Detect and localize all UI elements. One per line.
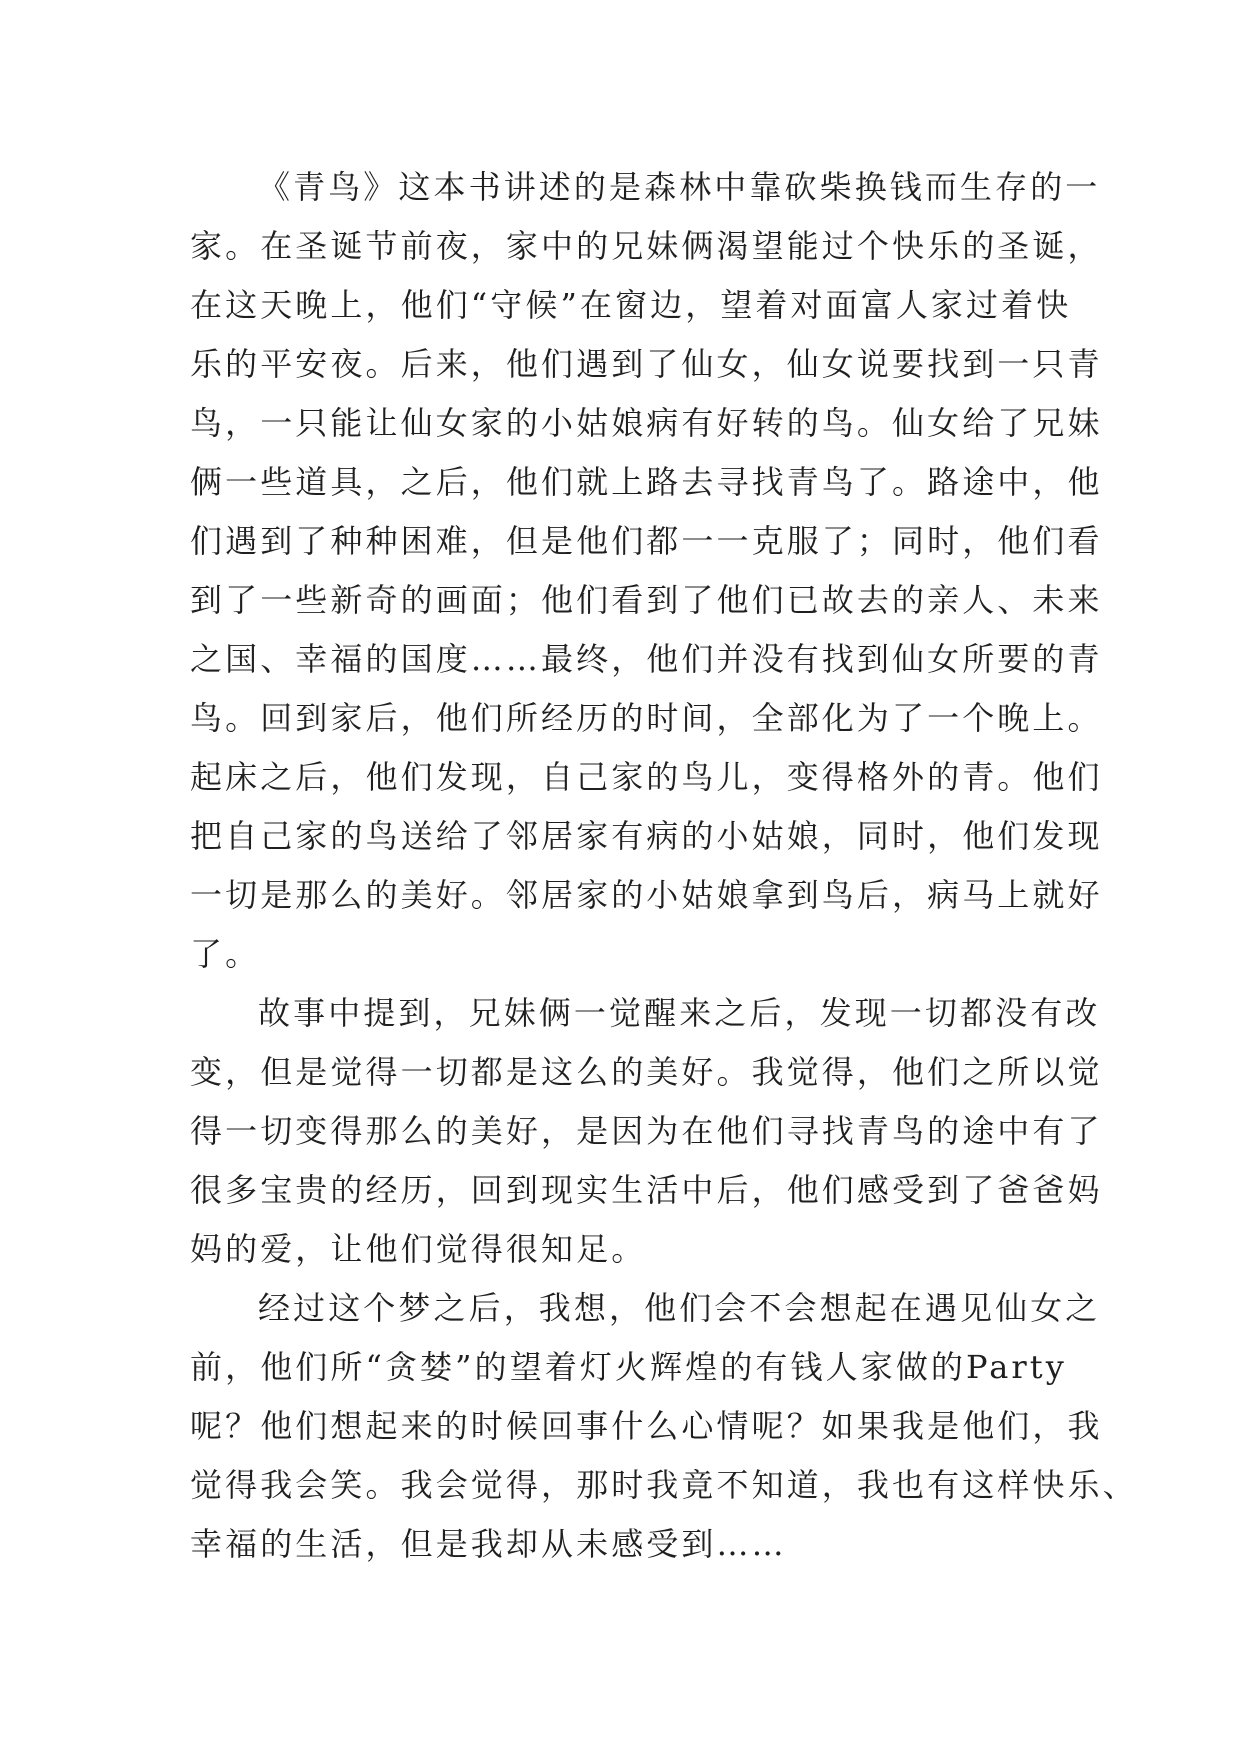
text-body — [190, 158, 1138, 1574]
text-line: 到了一些新奇的画面；他们看到了他们已故去的亲人、未来 — [190, 581, 1103, 619]
text-line: 鸟，一只能让仙女家的小姑娘病有好转的鸟。仙女给了兄妹 — [190, 404, 1103, 442]
text-line: 一切是那么的美好。邻居家的小姑娘拿到鸟后，病马上就好 — [190, 876, 1103, 914]
text-line: 觉得我会笑。我会觉得，那时我竟不知道，我也有这样快乐、 — [190, 1466, 1138, 1504]
text-line: 鸟。回到家后，他们所经历的时间，全部化为了一个晚上。 — [190, 699, 1103, 737]
text-line: 呢？他们想起来的时候回事什么心情呢？如果我是他们，我 — [190, 1407, 1103, 1445]
text-line: 在这天晚上，他们“守候”在窗边，望着对面富人家过着快 — [190, 286, 1072, 324]
text-line: 妈的爱，让他们觉得很知足。 — [190, 1230, 647, 1268]
paragraph-3 — [190, 1279, 1138, 1574]
text-line: 把自己家的鸟送给了邻居家有病的小姑娘，同时，他们发现 — [190, 817, 1103, 855]
text-line: 俩一些道具，之后，他们就上路去寻找青鸟了。路途中，他 — [190, 463, 1103, 501]
text-line: 故事中提到，兄妹俩一觉醒来之后，发现一切都没有改 — [258, 994, 1101, 1032]
text-line: 家。在圣诞节前夜，家中的兄妹俩渴望能过个快乐的圣诞， — [190, 227, 1103, 265]
text-line: 经过这个梦之后，我想，他们会不会想起在遇见仙女之 — [258, 1289, 1101, 1327]
text-line: 起床之后，他们发现，自己家的鸟儿，变得格外的青。他们 — [190, 758, 1103, 796]
text-line: 们遇到了种种困难，但是他们都一一克服了；同时，他们看 — [190, 522, 1103, 560]
text-line: 幸福的生活，但是我却从未感受到…… — [190, 1525, 787, 1563]
text-line: 《青鸟》这本书讲述的是森林中靠砍柴换钱而生存的一 — [258, 168, 1101, 206]
paragraph-1 — [190, 158, 1103, 984]
text-line: 得一切变得那么的美好，是因为在他们寻找青鸟的途中有了 — [190, 1112, 1103, 1150]
text-line: 乐的平安夜。后来，他们遇到了仙女，仙女说要找到一只青 — [190, 345, 1103, 383]
paragraph-2 — [190, 984, 1103, 1279]
text-line: 很多宝贵的经历，回到现实生活中后，他们感受到了爸爸妈 — [190, 1171, 1103, 1209]
text-line: 变，但是觉得一切都是这么的美好。我觉得，他们之所以觉 — [190, 1053, 1103, 1091]
text-line: 前，他们所“贪婪”的望着灯火辉煌的有钱人家做的Party — [190, 1348, 1067, 1386]
text-line: 之国、幸福的国度……最终，他们并没有找到仙女所要的青 — [190, 640, 1103, 678]
text-line: 了。 — [190, 935, 261, 973]
